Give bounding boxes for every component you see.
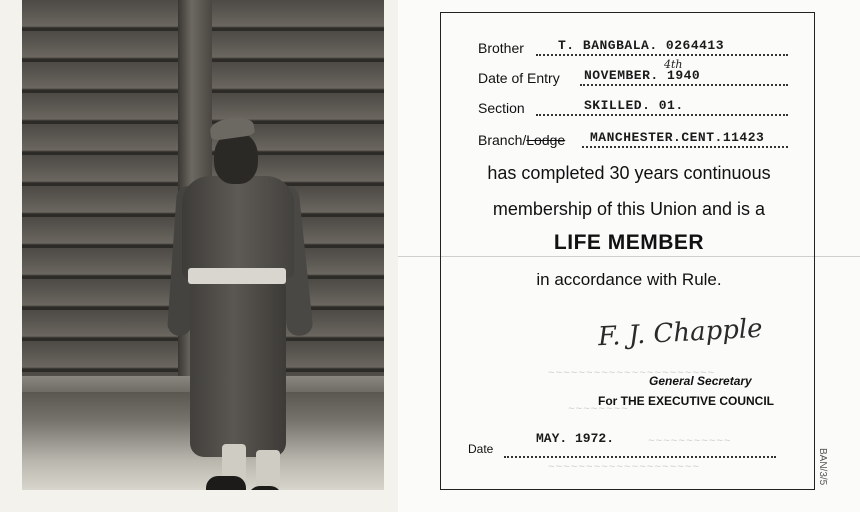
section-value: SKILLED. 01.	[584, 98, 684, 113]
soldier-jacket	[182, 176, 294, 278]
executive-council-label: For THE EXECUTIVE COUNCIL	[598, 394, 775, 408]
brother-value: T. BANGBALA. 0264413	[558, 38, 725, 53]
soldier-figure	[162, 110, 322, 490]
branch-value: MANCHESTER.CENT.11423	[590, 130, 765, 145]
bleed-through-text: ~~~~~~~~~~~	[648, 436, 732, 448]
soldier-left-boot	[206, 476, 246, 490]
branch-label	[478, 132, 565, 148]
soldier-trousers	[190, 282, 286, 457]
branch-struck-word: Lodge	[526, 132, 566, 148]
soldier-belt	[188, 268, 286, 284]
bleed-through-text: ~~~~~~~~~~~~~~~~~~~~~~	[548, 368, 716, 380]
portrait-photo	[0, 0, 398, 512]
rule-line: in accordance with Rule.	[536, 270, 722, 289]
entry-value: NOVEMBER. 1940	[584, 68, 701, 83]
completion-line: has completed 30 years continuous	[487, 163, 771, 183]
photo-scene	[22, 0, 384, 490]
entry-label: Date of Entry	[478, 70, 560, 86]
membership-line: membership of this Union and is a	[492, 199, 766, 219]
date-label: Date	[468, 442, 494, 456]
section-label: Section	[478, 100, 525, 116]
membership-card	[398, 0, 860, 512]
archive-reference: BAN/3/5	[817, 448, 828, 486]
date-value: MAY. 1972.	[536, 431, 615, 446]
entry-handwritten: 4th	[664, 58, 683, 71]
soldier-head	[214, 132, 258, 184]
bleed-through-text: ~~~~~~~~~~~~~~~~~~~~	[548, 462, 701, 474]
brother-label: Brother	[478, 40, 524, 56]
soldier-right-gaiter	[256, 450, 280, 490]
signature: F. J. Chapple	[597, 313, 764, 353]
branch-label-text: Branch/	[478, 132, 527, 148]
general-secretary-label: General Secretary	[649, 374, 752, 388]
life-member-heading: LIFE MEMBER	[553, 231, 705, 254]
bleed-through-text: ~~~~~~~~	[568, 404, 629, 416]
